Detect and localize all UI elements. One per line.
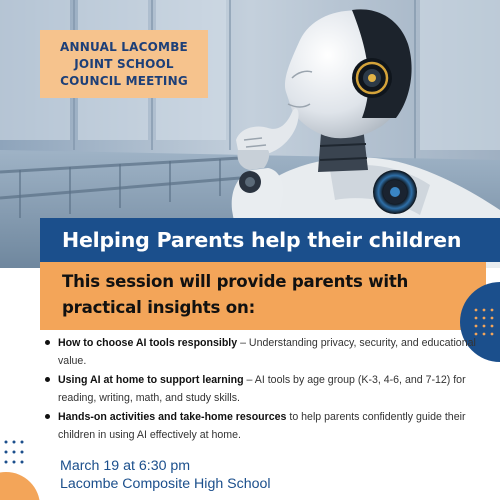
event-location: Lacombe Composite High School xyxy=(60,476,271,492)
event-title-line1: ANNUAL LACOMBE xyxy=(60,39,188,54)
decorative-dots xyxy=(2,438,24,472)
list-item xyxy=(44,408,496,444)
bullet-text: – Understanding privacy, security, and educational value. xyxy=(58,337,476,367)
event-title-line3: COUNCIL MEETING xyxy=(60,73,188,88)
decorative-orange-circle xyxy=(0,470,40,500)
list-item xyxy=(44,371,496,407)
event-title-box xyxy=(40,30,208,98)
bullet-text: – AI tools by age group (K-3, 4-6, and 7-12) for reading, writing, math, and study skills. xyxy=(58,374,466,404)
insights-list xyxy=(44,334,496,444)
subheadline-banner xyxy=(40,262,486,330)
bullet-heading: Hands-on activities and take-home resources xyxy=(58,411,287,423)
list-item xyxy=(44,334,496,370)
bullet-heading: Using AI at home to support learning xyxy=(58,374,244,386)
headline-banner xyxy=(40,218,500,262)
event-date-time: March 19 at 6:30 pm xyxy=(60,458,191,474)
event-title-line2: JOINT SCHOOL xyxy=(74,56,174,71)
subheadline-line2: practical insights on: xyxy=(62,298,256,317)
bullet-heading: How to choose AI tools responsibly xyxy=(58,337,238,349)
headline: Helping Parents help their children xyxy=(62,228,462,252)
bullet-text: to help parents confidently guide their children in using AI effectively at home. xyxy=(58,411,466,441)
subheadline-line1: This session will provide parents with xyxy=(62,272,409,291)
event-details xyxy=(60,457,271,493)
